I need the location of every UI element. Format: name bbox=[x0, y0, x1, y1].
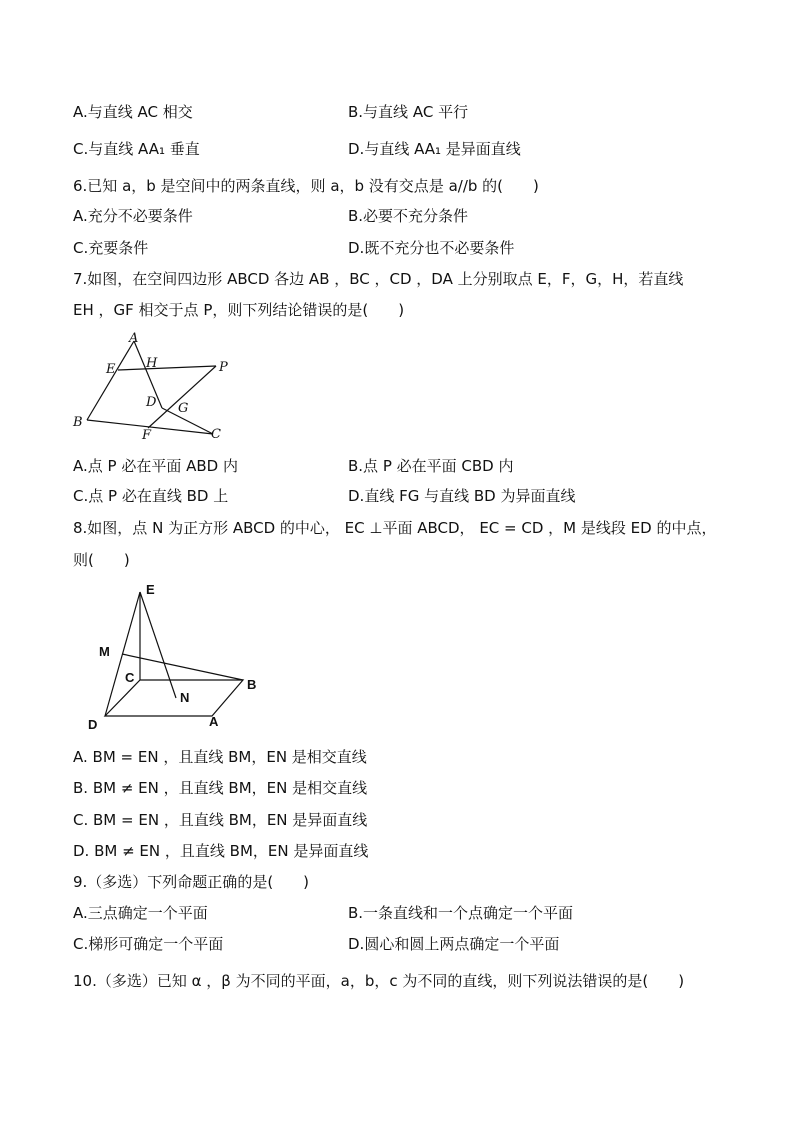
q9-option-c: C.梯形可确定一个平面 bbox=[73, 935, 224, 953]
q5-option-a: A.与直线 AC 相交 bbox=[73, 103, 193, 121]
q9-stem: 9.（多选）下列命题正确的是( ) bbox=[73, 873, 310, 891]
q7-label-h: H bbox=[146, 356, 158, 371]
q10-stem: 10.（多选）已知 α ，β 为不同的平面，a，b，c 为不同的直线，则下列说法错误的是( ) bbox=[73, 972, 685, 990]
q5-option-c: C.与直线 AA₁ 垂直 bbox=[73, 140, 200, 158]
q7-label-p: P bbox=[219, 360, 228, 375]
q7-label-a: A bbox=[129, 331, 139, 346]
q8-label-e: E bbox=[146, 582, 155, 597]
q8-option-c: C. BM = EN ，且直线 BM，EN 是异面直线 bbox=[73, 811, 368, 829]
q9-option-b: B.一条直线和一个点确定一个平面 bbox=[348, 904, 574, 922]
q7-label-c: C bbox=[211, 427, 221, 442]
q7-option-b: B.点 P 必在平面 CBD 内 bbox=[348, 457, 514, 475]
q8-option-b: B. BM ≠ EN ，且直线 BM，EN 是相交直线 bbox=[73, 779, 368, 797]
q7-label-g: G bbox=[178, 401, 189, 416]
q8-label-m: M bbox=[99, 644, 110, 659]
q7-figure-spatial-quadrilateral bbox=[68, 328, 238, 446]
q7-stem-line1: 7.如图，在空间四边形 ABCD 各边 AB ，BC ，CD ，DA 上分别取点 E，F，G，H，若直线 bbox=[73, 270, 684, 288]
q8-option-d: D. BM ≠ EN ，且直线 BM，EN 是异面直线 bbox=[73, 842, 369, 860]
line-ep bbox=[118, 366, 216, 370]
q6-option-b: B.必要不充分条件 bbox=[348, 207, 469, 225]
q8-label-b: B bbox=[247, 677, 257, 692]
q7-option-a: A.点 P 必在平面 ABD 内 bbox=[73, 457, 238, 475]
q9-option-a: A.三点确定一个平面 bbox=[73, 904, 208, 922]
q6-option-d: D.既不充分也不必要条件 bbox=[348, 239, 515, 257]
q5-option-b: B.与直线 AC 平行 bbox=[348, 103, 469, 121]
q7-label-b: B bbox=[73, 415, 83, 430]
q6-option-c: C.充要条件 bbox=[73, 239, 149, 257]
q7-stem-line2: EH ，GF 相交于点 P，则下列结论错误的是( ) bbox=[73, 301, 405, 319]
q8-label-a: A bbox=[209, 714, 219, 729]
q6-stem: 6.已知 a，b 是空间中的两条直线，则 a，b 没有交点是 a//b 的( ) bbox=[73, 177, 539, 195]
q8-label-n: N bbox=[180, 690, 190, 705]
edge-ab bbox=[87, 341, 134, 420]
q7-option-d: D.直线 FG 与直线 BD 为异面直线 bbox=[348, 487, 576, 505]
q7-option-c: C.点 P 必在直线 BD 上 bbox=[73, 487, 229, 505]
q9-option-d: D.圆心和圆上两点确定一个平面 bbox=[348, 935, 560, 953]
segment-en bbox=[140, 592, 176, 698]
q8-label-d: D bbox=[88, 717, 98, 732]
q7-label-e: E bbox=[106, 362, 116, 377]
q5-option-d: D.与直线 AA₁ 是异面直线 bbox=[348, 140, 521, 158]
q6-option-a: A.充分不必要条件 bbox=[73, 207, 193, 225]
q8-option-a: A. BM = EN ，且直线 BM，EN 是相交直线 bbox=[73, 748, 367, 766]
q7-label-d: D bbox=[146, 395, 157, 410]
q8-stem-line1: 8.如图，点 N 为正方形 ABCD 的中心， EC ⊥平面 ABCD， EC = CD ，M 是线段 ED 的中点， bbox=[73, 519, 717, 537]
q8-label-c: C bbox=[125, 670, 135, 685]
square-abcd bbox=[105, 680, 243, 716]
q8-figure-pyramid bbox=[82, 578, 272, 733]
q8-stem-line2: 则( ) bbox=[73, 551, 130, 569]
q7-label-f: F bbox=[142, 428, 152, 443]
